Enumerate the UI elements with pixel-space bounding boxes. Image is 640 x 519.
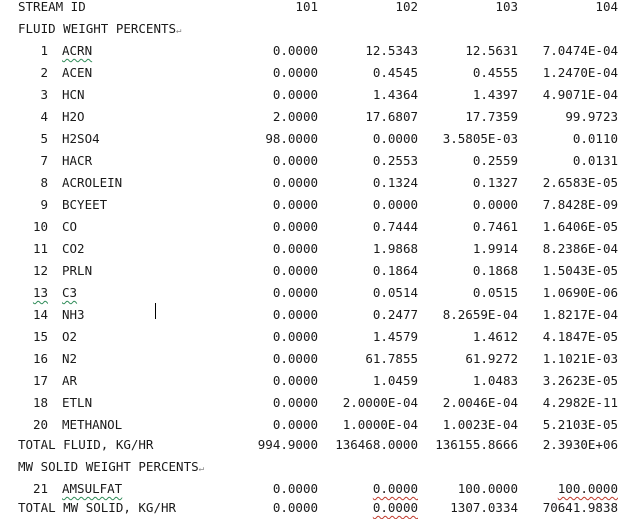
value-104: 3.2623E-05 <box>542 373 618 388</box>
value-104: 70641.9838 <box>542 500 618 515</box>
value-102: 1.0000E-04 <box>342 417 418 432</box>
component-name: AR <box>62 373 78 388</box>
total-solid-row <box>0 497 640 519</box>
value-103: 0.1327 <box>472 175 518 190</box>
value-103: 0.0515 <box>472 285 518 300</box>
value-102: 1.4579 <box>372 329 418 344</box>
value-101: 98.0000 <box>265 131 318 146</box>
value-103: 12.5631 <box>465 43 518 58</box>
component-name: AMSULFAT <box>62 481 123 496</box>
component-row <box>0 392 640 414</box>
value-104: 7.8428E-09 <box>542 197 618 212</box>
value-101: 0.0000 <box>272 481 318 496</box>
component-number: 16 <box>32 351 48 366</box>
component-number: 7 <box>40 153 48 168</box>
value-102: 0.4545 <box>372 65 418 80</box>
fluid-section-title: FLUID WEIGHT PERCENTS↵ <box>18 21 182 36</box>
component-number: 4 <box>40 109 48 124</box>
value-104: 7.0474E-04 <box>542 43 618 58</box>
component-row <box>0 326 640 348</box>
component-number: 11 <box>32 241 48 256</box>
value-104: 1.5043E-05 <box>542 263 618 278</box>
component-number: 13 <box>32 285 48 300</box>
paragraph-mark-icon: ↵ <box>176 26 182 36</box>
value-101: 0.0000 <box>272 87 318 102</box>
value-103: 100.0000 <box>457 481 518 496</box>
component-row <box>0 370 640 392</box>
value-101: 0.0000 <box>272 395 318 410</box>
value-101: 0.0000 <box>272 373 318 388</box>
value-102: 17.6807 <box>365 109 418 124</box>
value-102: 0.0514 <box>372 285 418 300</box>
component-row <box>0 304 640 326</box>
value-101: 0.0000 <box>272 43 318 58</box>
value-101: 0.0000 <box>272 329 318 344</box>
solid-section-title-row <box>0 456 640 478</box>
value-103: 0.7461 <box>472 219 518 234</box>
value-104: 4.1847E-05 <box>542 329 618 344</box>
value-102: 1.0459 <box>372 373 418 388</box>
component-name: ACEN <box>62 65 93 80</box>
component-name: CO2 <box>62 241 85 256</box>
component-name: ACRN <box>62 43 93 58</box>
value-103: 17.7359 <box>465 109 518 124</box>
value-104: 1.8217E-04 <box>542 307 618 322</box>
value-102: 136468.0000 <box>335 437 418 452</box>
value-101: 0.0000 <box>272 65 318 80</box>
value-102: 1.4364 <box>372 87 418 102</box>
component-number: 1 <box>40 43 48 58</box>
paragraph-mark-icon: ↵ <box>198 464 205 474</box>
value-102: 1.9868 <box>372 241 418 256</box>
value-103: 3.5805E-03 <box>442 131 518 146</box>
component-name: HACR <box>62 153 93 168</box>
stream-id-header-row <box>0 0 640 18</box>
component-row <box>0 128 640 150</box>
value-104: 4.9071E-04 <box>542 87 618 102</box>
component-row <box>0 348 640 370</box>
component-name: NH3 <box>62 307 85 322</box>
component-row <box>0 260 640 282</box>
value-101: 0.0000 <box>272 241 318 256</box>
component-number: 8 <box>40 175 48 190</box>
value-101: 0.0000 <box>272 307 318 322</box>
component-name: O2 <box>62 329 78 344</box>
component-name: BCYEET <box>62 197 108 212</box>
value-104: 0.0110 <box>572 131 618 146</box>
value-103: 0.2559 <box>472 153 518 168</box>
component-row <box>0 238 640 260</box>
component-name: H2SO4 <box>62 131 100 146</box>
value-102: 61.7855 <box>365 351 418 366</box>
value-103: 1.4397 <box>472 87 518 102</box>
component-number: 21 <box>32 481 48 496</box>
total-fluid-row <box>0 434 640 456</box>
component-number: 12 <box>32 263 48 278</box>
solid-section-title: MW SOLID WEIGHT PERCENTS↵ <box>18 459 205 474</box>
value-103: 1.0483 <box>472 373 518 388</box>
value-103: 2.0046E-04 <box>442 395 518 410</box>
component-row <box>0 194 640 216</box>
value-103: 0.4555 <box>472 65 518 80</box>
stream-id-label: STREAM ID <box>18 0 86 14</box>
component-number: 9 <box>40 197 48 212</box>
value-103: 1.4612 <box>472 329 518 344</box>
component-row <box>0 40 640 62</box>
value-101: 0.0000 <box>272 417 318 432</box>
value-101: 994.9000 <box>257 437 318 452</box>
stream-col-102: 102 <box>395 0 418 14</box>
component-row <box>0 282 640 304</box>
value-102: 0.2477 <box>372 307 418 322</box>
value-103: 1.9914 <box>472 241 518 256</box>
text-cursor <box>155 303 156 319</box>
value-101: 0.0000 <box>272 263 318 278</box>
value-103: 136155.8666 <box>435 437 518 452</box>
fluid-section-title-row <box>0 18 640 40</box>
value-102: 0.7444 <box>372 219 418 234</box>
value-101: 0.0000 <box>272 500 318 515</box>
value-103: 8.2659E-04 <box>442 307 518 322</box>
value-104: 1.6406E-05 <box>542 219 618 234</box>
component-row <box>0 172 640 194</box>
component-name: C3 <box>62 285 78 300</box>
total-solid-label: TOTAL MW SOLID, KG/HR <box>18 500 177 515</box>
component-number: 3 <box>40 87 48 102</box>
component-row <box>0 150 640 172</box>
value-102: 0.0000 <box>372 481 418 496</box>
value-104: 4.2982E-11 <box>542 395 618 410</box>
component-name: N2 <box>62 351 78 366</box>
value-104: 2.6583E-05 <box>542 175 618 190</box>
value-102: 0.0000 <box>372 500 418 515</box>
value-103: 0.0000 <box>472 197 518 212</box>
component-row <box>0 106 640 128</box>
value-103: 61.9272 <box>465 351 518 366</box>
component-row <box>0 414 640 436</box>
component-name: CO <box>62 219 78 234</box>
component-number: 15 <box>32 329 48 344</box>
value-101: 0.0000 <box>272 219 318 234</box>
component-row <box>0 62 640 84</box>
value-102: 2.0000E-04 <box>342 395 418 410</box>
component-name: METHANOL <box>62 417 123 432</box>
stream-col-101: 101 <box>295 0 318 14</box>
value-104: 1.1021E-03 <box>542 351 618 366</box>
value-102: 12.5343 <box>365 43 418 58</box>
value-102: 0.2553 <box>372 153 418 168</box>
value-101: 0.0000 <box>272 351 318 366</box>
value-104: 99.9723 <box>565 109 618 124</box>
component-name: PRLN <box>62 263 93 278</box>
component-name: HCN <box>62 87 85 102</box>
component-number: 18 <box>32 395 48 410</box>
value-102: 0.1864 <box>372 263 418 278</box>
value-101: 0.0000 <box>272 197 318 212</box>
value-104: 2.3930E+06 <box>542 437 618 452</box>
value-103: 1307.0334 <box>450 500 518 515</box>
value-102: 0.0000 <box>372 197 418 212</box>
component-number: 14 <box>32 307 48 322</box>
component-row <box>0 216 640 238</box>
stream-col-103: 103 <box>495 0 518 14</box>
component-number: 20 <box>32 417 48 432</box>
component-name: H2O <box>62 109 85 124</box>
component-number: 5 <box>40 131 48 146</box>
value-101: 0.0000 <box>272 175 318 190</box>
total-fluid-label: TOTAL FLUID, KG/HR <box>18 437 154 452</box>
value-102: 0.0000 <box>372 131 418 146</box>
component-name: ACROLEIN <box>62 175 123 190</box>
value-102: 0.1324 <box>372 175 418 190</box>
value-104: 1.2470E-04 <box>542 65 618 80</box>
value-104: 8.2386E-04 <box>542 241 618 256</box>
value-103: 0.1868 <box>472 263 518 278</box>
component-row <box>0 84 640 106</box>
component-number: 10 <box>32 219 48 234</box>
value-104: 0.0131 <box>572 153 618 168</box>
value-101: 2.0000 <box>272 109 318 124</box>
value-104: 100.0000 <box>557 481 618 496</box>
component-number: 17 <box>32 373 48 388</box>
value-104: 1.0690E-06 <box>542 285 618 300</box>
component-number: 2 <box>40 65 48 80</box>
stream-col-104: 104 <box>595 0 618 14</box>
value-101: 0.0000 <box>272 285 318 300</box>
value-101: 0.0000 <box>272 153 318 168</box>
value-104: 5.2103E-05 <box>542 417 618 432</box>
value-103: 1.0023E-04 <box>442 417 518 432</box>
component-name: ETLN <box>62 395 93 410</box>
